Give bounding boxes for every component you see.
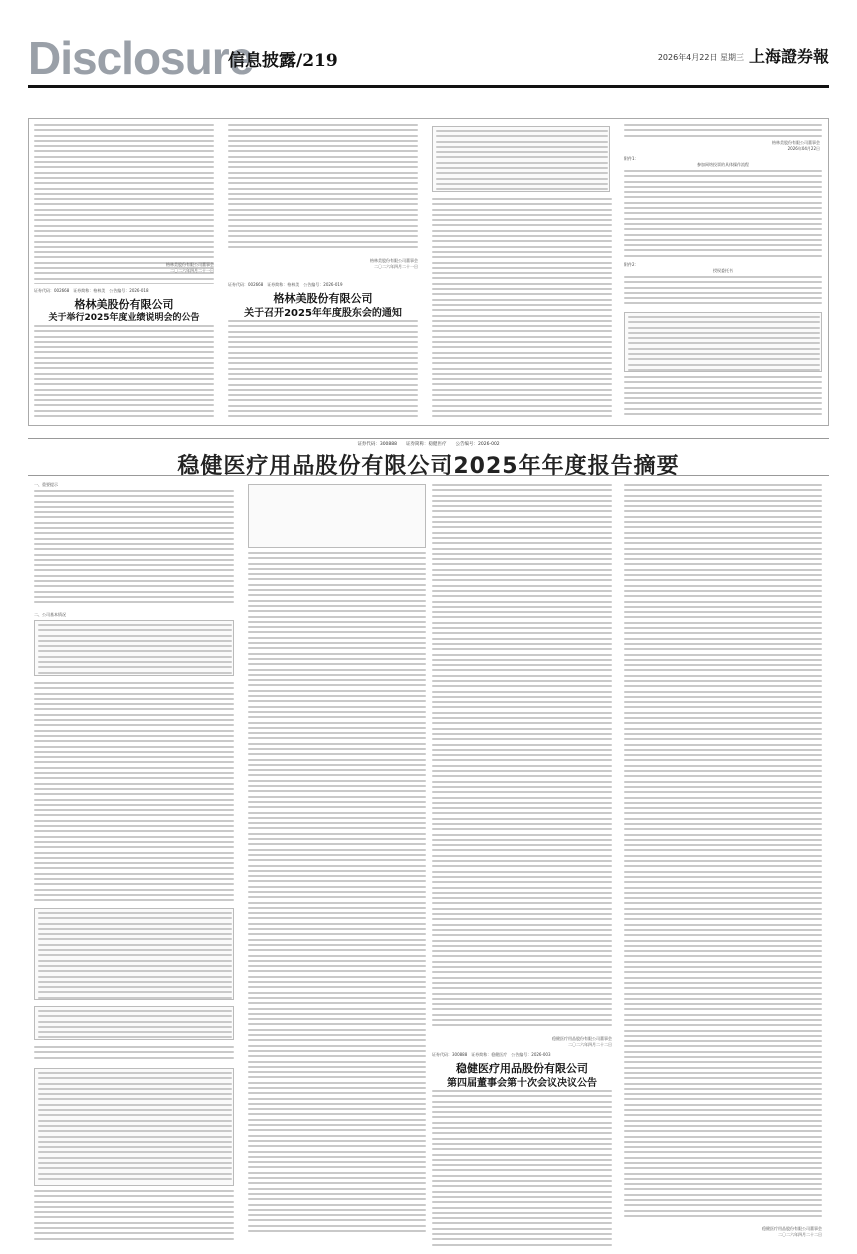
newspaper-logo: 上海證券報 xyxy=(748,47,829,66)
signature-company: 格林美股份有限公司董事会 xyxy=(166,262,214,267)
signature-date: 二〇二六年四月二十一日 xyxy=(170,268,214,273)
notice-c-body-top xyxy=(624,124,822,138)
notice-b-title: 关于召开2025年年度股东会的通知 xyxy=(244,308,402,319)
signature-date: 2026年04月22日 xyxy=(787,146,820,151)
attachment-1-label: 附件1： xyxy=(624,156,639,161)
notice-a-body xyxy=(34,325,214,421)
attachment-2-label: 附件2： xyxy=(624,262,639,267)
attachment-1-body xyxy=(624,170,822,260)
attachment-2-title: 授权委托书 xyxy=(713,268,733,273)
notice-d-company: 稳健医疗用品股份有限公司 xyxy=(456,1062,588,1075)
attachment-1-title: 参加网络投票的具体操作流程 xyxy=(697,162,749,167)
proposal-table xyxy=(432,126,610,192)
main-headline: 稳健医疗用品股份有限公司2025年年度报告摘要 xyxy=(177,454,680,479)
notice-b-prev-signature xyxy=(330,258,418,270)
notice-b-meta: 证券代码：002668 证券简称：格林美 公告编号：2026-019 xyxy=(228,282,343,287)
signature-company: 稳健医疗用品股份有限公司董事会 xyxy=(762,1226,822,1231)
proxy-table xyxy=(624,312,822,372)
attachment-2-body xyxy=(624,276,822,310)
main-col1-body-c xyxy=(34,1046,234,1064)
main-col3-body xyxy=(432,484,612,1032)
notice-a-company: 格林美股份有限公司 xyxy=(74,298,174,311)
notice-d-signature xyxy=(700,1226,822,1238)
masthead xyxy=(28,28,829,88)
ownership-chart xyxy=(248,484,426,548)
section-brand: Disclosure xyxy=(28,32,254,84)
notice-a-meta: 证券代码：002668 证券简称：格林美 公告编号：2026-018 xyxy=(34,288,149,293)
key-financials-table xyxy=(34,908,234,1000)
signature-company: 格林美股份有限公司董事会 xyxy=(772,140,820,145)
signature-date: 二〇二六年四月二十二日 xyxy=(568,1042,612,1047)
signature-company: 稳健医疗用品股份有限公司董事会 xyxy=(552,1036,612,1041)
main-col2-body xyxy=(248,552,426,1246)
notice-b-body-cont xyxy=(432,198,612,420)
notice-a-body-top xyxy=(34,124,214,284)
notice-d-body xyxy=(432,1090,612,1246)
main-section-1: 一、重要提示 xyxy=(34,482,58,487)
main-col1-body-d xyxy=(34,1190,234,1246)
section-title: 信息披露/219 xyxy=(228,51,338,71)
notice-d-meta: 证券代码：300888 证券简称：稳健医疗 公告编号：2026-003 xyxy=(432,1052,551,1057)
shareholders-table xyxy=(34,1068,234,1186)
notice-c-signature xyxy=(720,140,820,152)
main-section-2: 二、公司基本情况 xyxy=(34,612,66,617)
main-stock-codes: 证券代码：300888 证券简称：稳健医疗 公告编号：2026-002 xyxy=(357,442,500,447)
notice-d-title: 第四届董事会第十次会议决议公告 xyxy=(447,1078,597,1089)
notice-d-body-cont xyxy=(624,484,822,1220)
company-profile-table xyxy=(34,620,234,676)
main-col1-body-a xyxy=(34,490,234,608)
attachment-2-footer xyxy=(624,376,822,420)
notice-b-prev-body xyxy=(228,124,418,250)
main-signature xyxy=(510,1036,612,1048)
notice-a-title: 关于举行2025年度业绩说明会的公告 xyxy=(48,313,200,323)
quarterly-table xyxy=(34,1006,234,1040)
signature-date: 二〇二六年四月二十二日 xyxy=(778,1232,822,1237)
signature-company: 格林美股份有限公司董事会 xyxy=(370,258,418,263)
main-title-bar xyxy=(28,438,829,479)
notice-a-prev-signature xyxy=(130,262,214,274)
main-col1-body-b xyxy=(34,682,234,902)
notice-b-body xyxy=(228,320,418,420)
issue-date: 2026年4月22日 星期三 xyxy=(657,53,744,62)
masthead-rule xyxy=(28,85,829,88)
signature-date: 二〇二六年四月二十一日 xyxy=(374,264,418,269)
notice-b-company: 格林美股份有限公司 xyxy=(273,292,373,305)
